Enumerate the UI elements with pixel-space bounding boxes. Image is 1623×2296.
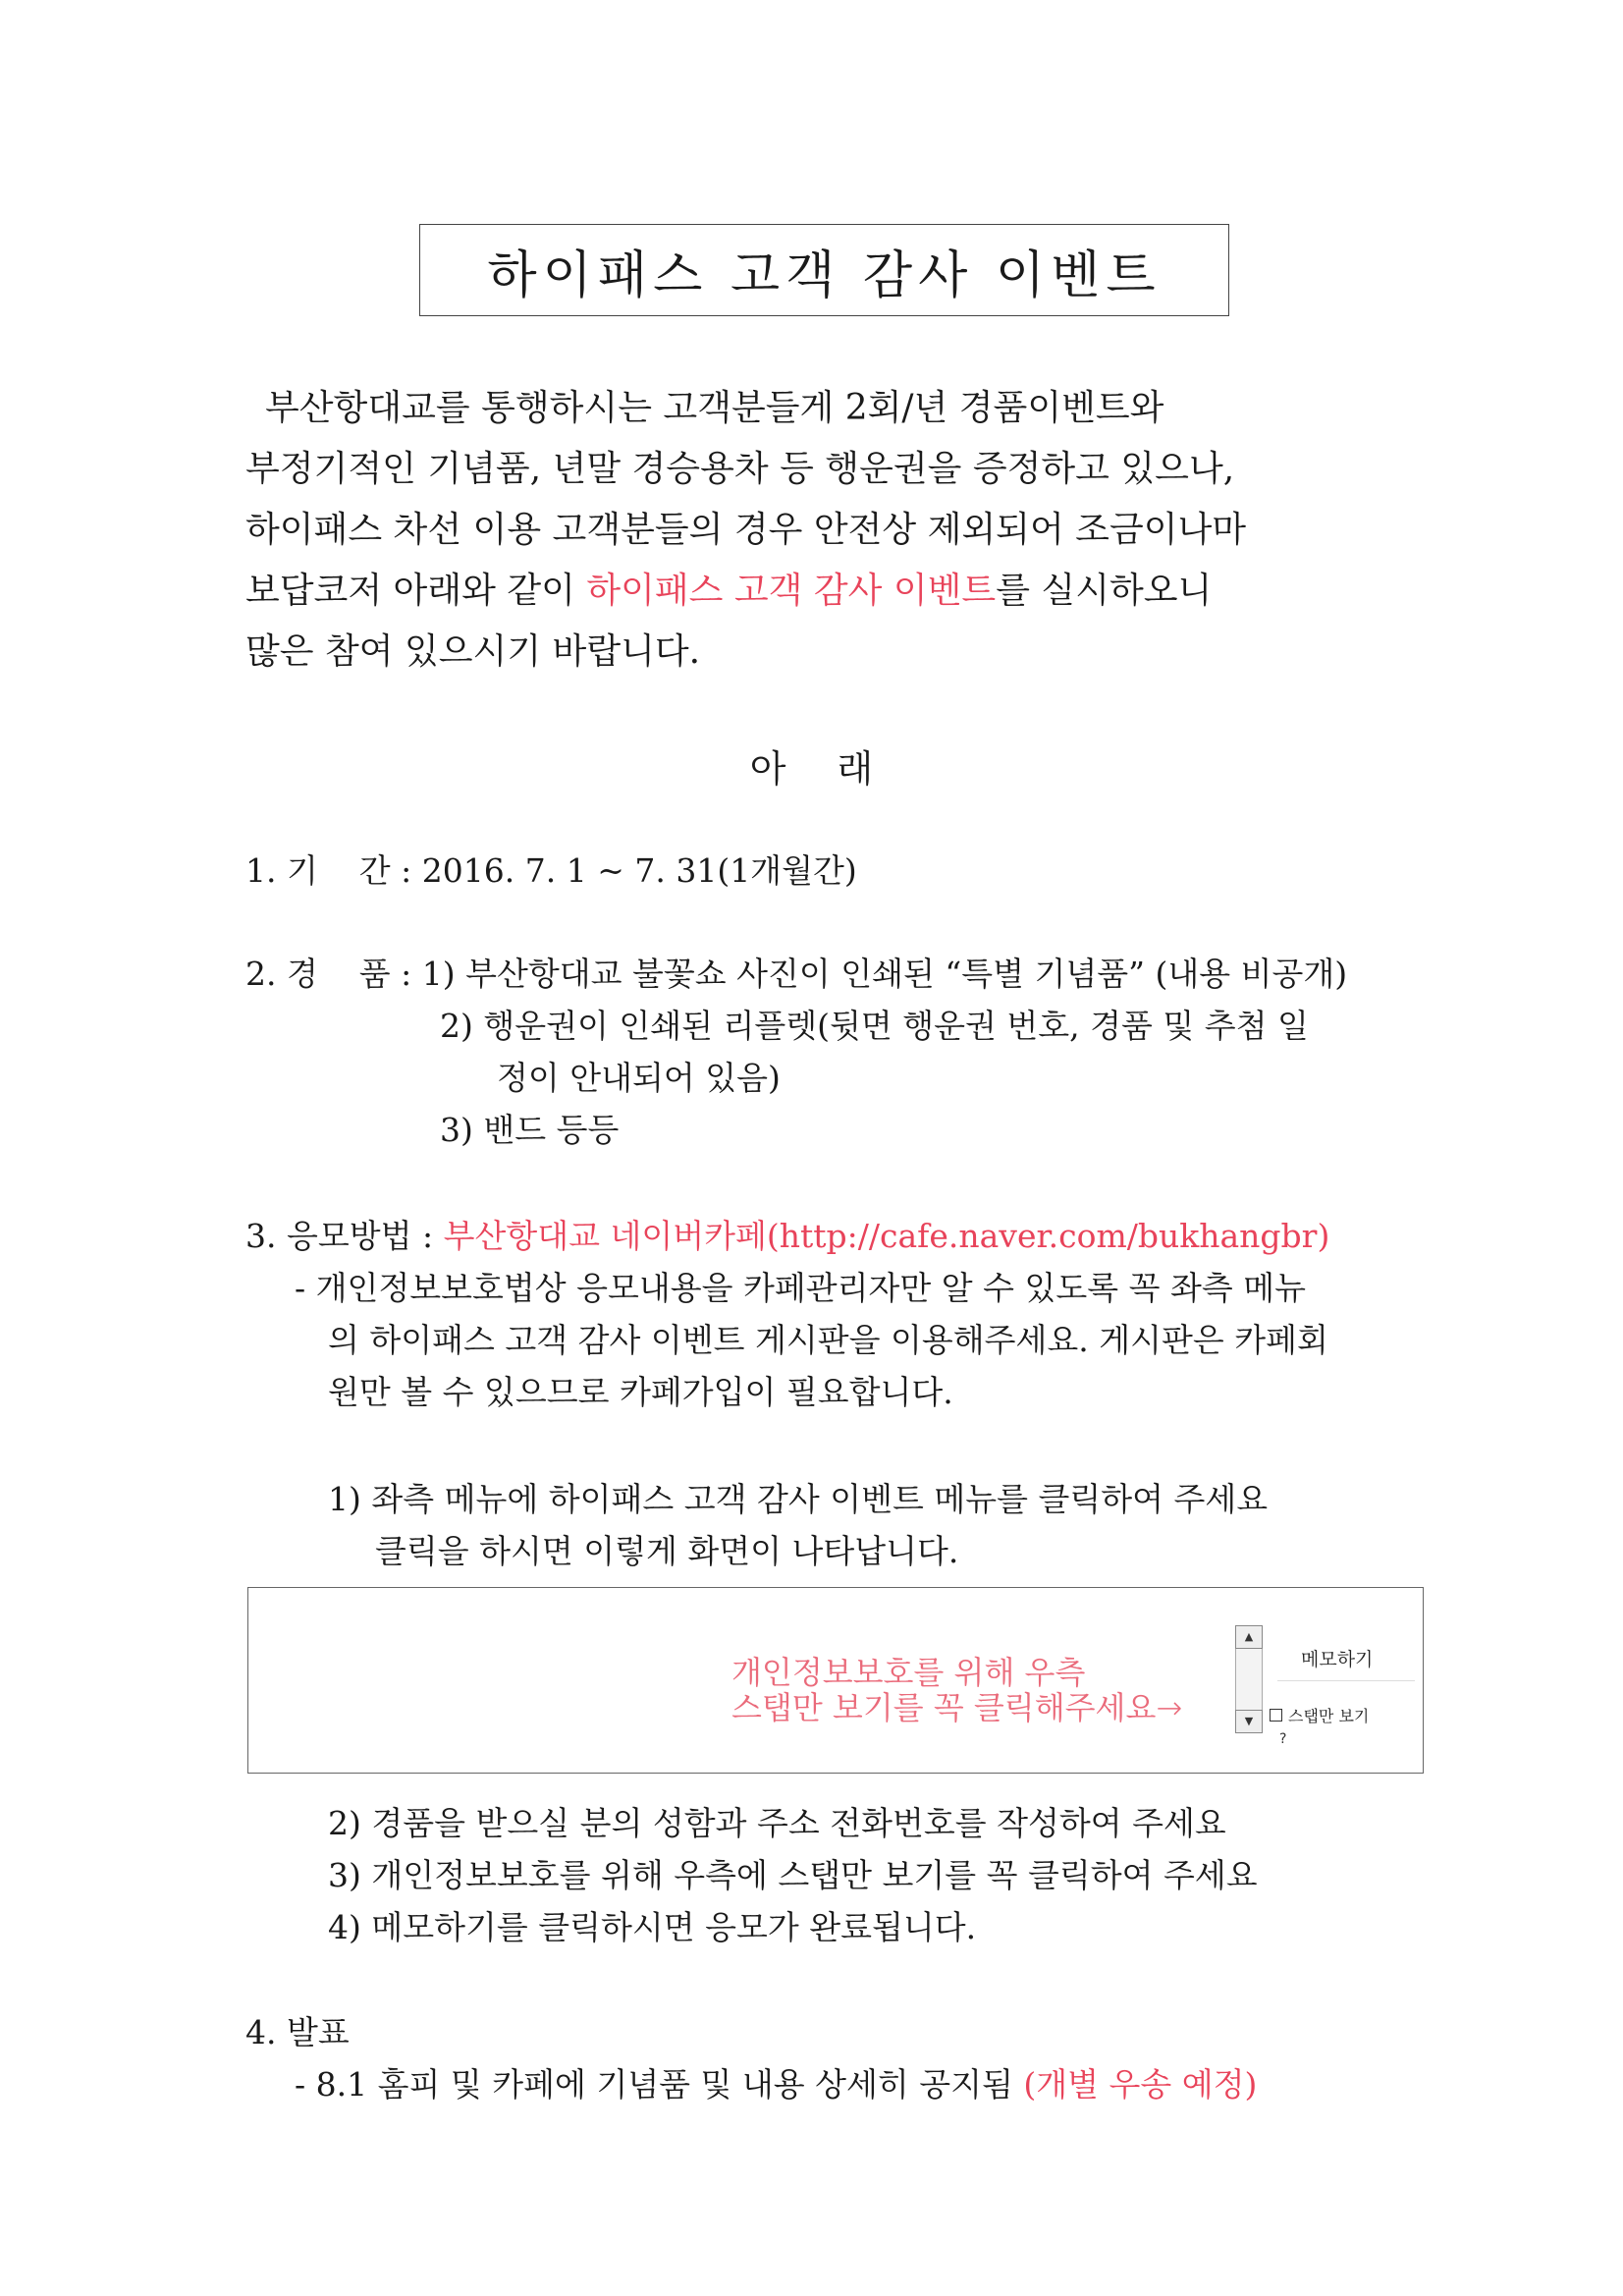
method-item [245,1210,1329,1418]
intro-line: 부정기적인 기념품, 년말 경승용차 등 행운권을 증정하고 있으나, [245,449,1235,489]
delivery-note: (개별 우송 예정) [1023,2065,1258,2104]
step-text: 1) 좌측 메뉴에 하이패스 고객 감사 이벤트 메뉴를 클릭하여 주세요 [328,1480,1269,1518]
staff-only-option[interactable] [1270,1704,1369,1726]
method-desc: - 개인정보보호법상 응모내용을 카페관리자만 알 수 있도록 꼭 좌측 메뉴 [295,1269,1307,1307]
scroll-down-icon[interactable]: ▼ [1235,1710,1263,1733]
intro-text: 를 실시하오니 [996,571,1213,611]
period-item [245,845,857,897]
method-steps-rest [245,1797,1258,1953]
privacy-hint [731,1655,1182,1725]
prize-line: 2. 경 품 : 1) 부산항대교 불꽃쇼 사진이 인쇄된 “특별 기념품” (내용 비공개) [245,955,1348,993]
prize-line: 2) 행운권이 인쇄된 리플렛(뒷면 행운권 번호, 경품 및 추첨 일 [440,1007,1309,1045]
prize-item [245,948,1347,1156]
section-heading: 아 래 [749,747,874,791]
memo-button[interactable]: 메모하기 [1301,1649,1374,1670]
cafe-link[interactable]: 부산항대교 네이버카페(http://cafe.naver.com/bukhangbr) [443,1217,1330,1255]
method-desc: 원만 볼 수 있으므로 카페가입이 필요합니다. [328,1373,953,1411]
method-desc: 의 하이패스 고객 감사 이벤트 게시판을 이용해주세요. 게시판은 카페회 [328,1321,1328,1359]
method-step-1 [245,1473,1268,1577]
hint-line: 스탭만 보기를 꼭 클릭해주세요→ [731,1689,1183,1726]
intro-line: 부산항대교를 통행하시는 고객분들게 2회/년 경품이벤트와 [265,388,1164,428]
divider [1277,1680,1415,1681]
step-text: 클릭을 하시면 이렇게 화면이 나타납니다. [375,1532,959,1570]
announce-heading: 4. 발표 [245,2013,350,2051]
step-text: 3) 개인정보보호를 위해 우측에 스탭만 보기를 꼭 클릭하여 주세요 [328,1856,1258,1894]
scroll-up-icon[interactable]: ▲ [1235,1625,1263,1649]
period-text: 1. 기 간 : 2016. 7. 1 ~ 7. 31(1개월간) [245,851,857,890]
prize-line: 정이 안내되어 있음) [497,1059,781,1097]
step-text: 2) 경품을 받으실 분의 성함과 주소 전화번호를 작성하여 주세요 [328,1804,1226,1842]
hint-line: 개인정보보호를 위해 우측 [731,1654,1086,1691]
scrollbar[interactable] [1235,1625,1263,1733]
step-text: 4) 메모하기를 클릭하시면 응모가 완료됩니다. [328,1908,977,1946]
intro-line [245,561,1404,622]
page-title [419,224,1229,316]
intro-paragraph [245,378,1404,683]
cafe-screenshot [247,1587,1424,1774]
intro-text: 보답코저 아래와 같이 [245,571,587,611]
announce-text: - 8.1 홈피 및 카페에 기념품 및 내용 상세히 공지됨 [295,2065,1024,2104]
method-heading [245,1210,1329,1262]
intro-line: 많은 참여 있으시기 바랍니다. [245,631,701,672]
announce-desc [245,2058,1257,2110]
title-text: 하이패스 고객 감사 이벤트 [487,246,1162,305]
intro-line: 하이패스 차선 이용 고객분들의 경우 안전상 제외되어 조금이나마 [245,510,1247,550]
staff-only-checkbox[interactable] [1270,1709,1282,1722]
method-label: 3. 응모방법 : [245,1217,444,1255]
event-name-highlight: 하이패스 고객 감사 이벤트 [586,571,997,611]
staff-only-label: 스탭만 보기 [1288,1707,1370,1725]
prize-line: 3) 밴드 등등 [440,1111,620,1149]
announce-item [245,2006,1257,2110]
help-icon[interactable]: ? [1279,1731,1287,1747]
